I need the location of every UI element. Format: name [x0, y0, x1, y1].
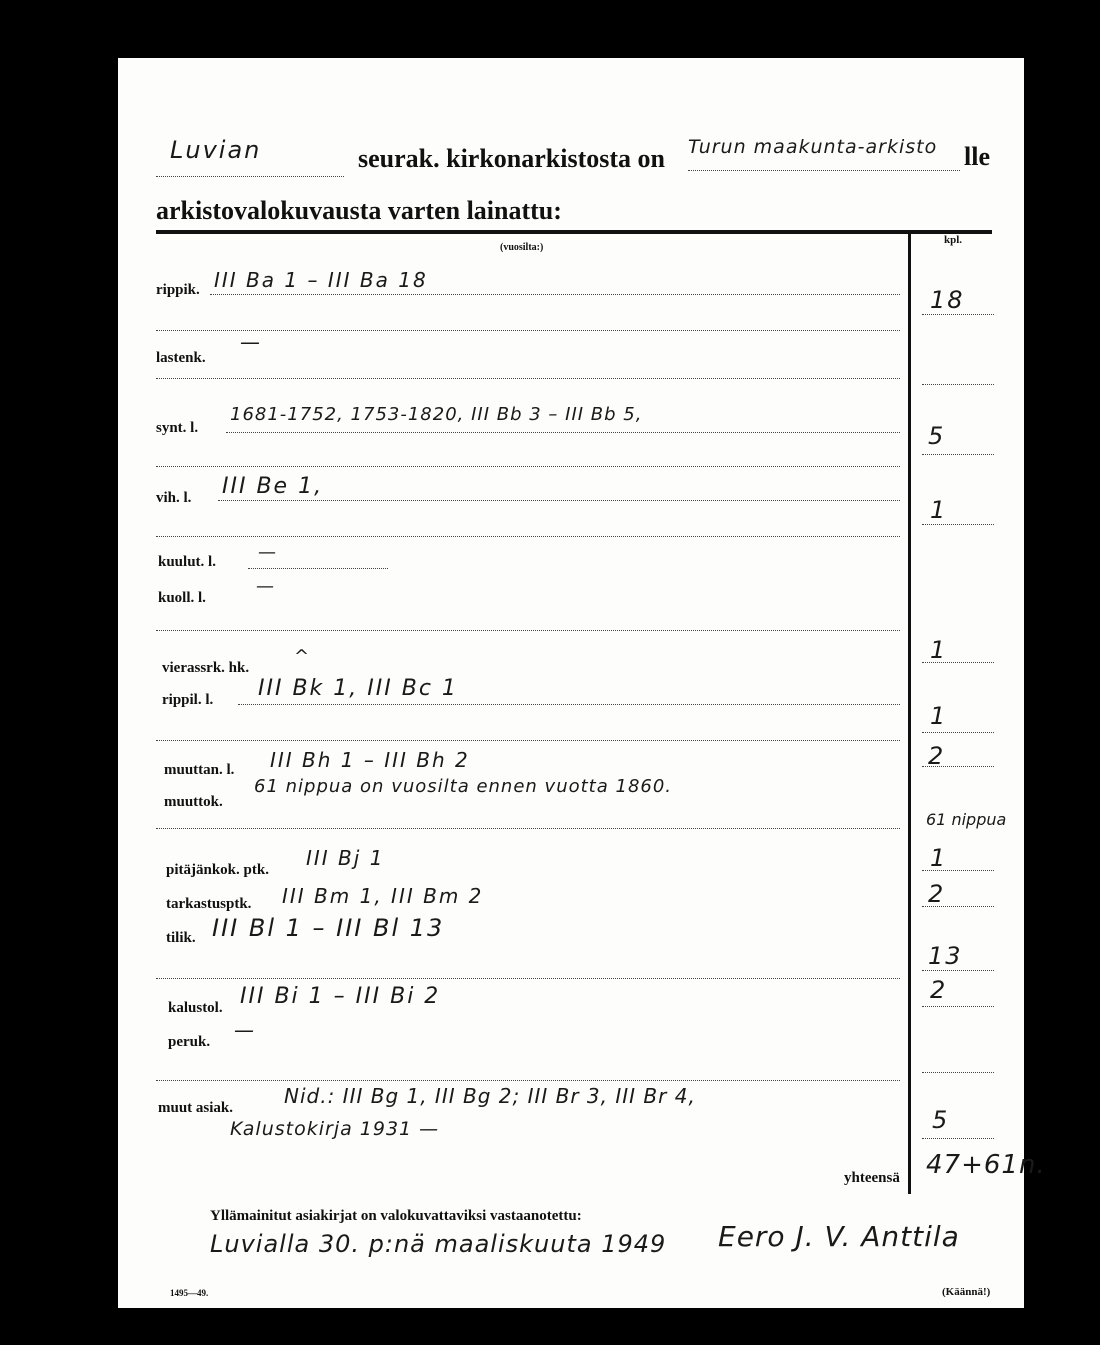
total-label: yhteensä — [844, 1170, 900, 1186]
peruk-value: — — [234, 1018, 256, 1042]
tilik-count: 13 — [928, 942, 963, 970]
rippil-count-line — [922, 732, 994, 733]
archive-dotted-line — [688, 170, 960, 171]
header-rule — [156, 230, 992, 234]
peruk-line — [156, 1080, 900, 1081]
tarkastusptk-value: III Bm 1, III Bm 2 — [282, 884, 484, 908]
muuttan-value: III Bh 1 – III Bh 2 — [270, 748, 470, 772]
tilik-label: tilik. — [166, 930, 196, 946]
rippik-count: 18 — [930, 286, 965, 314]
header-line1-text: seurak. kirkonarkistosta on — [358, 144, 665, 173]
rippik-line — [210, 294, 900, 295]
vih-count-line — [922, 524, 994, 525]
tilik-value: III Bl 1 – III Bl 13 — [212, 914, 445, 942]
rippil-line — [238, 704, 900, 705]
synt-label: synt. l. — [156, 420, 199, 436]
rippil-label: rippil. l. — [162, 692, 214, 708]
rippil-count: 1 — [930, 702, 948, 730]
lastenk-count-line — [922, 384, 994, 385]
muuttan-count-line — [922, 766, 994, 767]
rippik-value: III Ba 1 – III Ba 18 — [214, 268, 428, 292]
kalustol-label: kalustol. — [168, 1000, 223, 1016]
muut-count: 5 — [932, 1106, 950, 1134]
synt-line — [226, 432, 900, 433]
muuttok-count: 61 nippua — [926, 810, 1007, 829]
synt-value: 1681-1752, 1753-1820, III Bb 3 – III Bb 5, — [230, 404, 643, 425]
rippil-line-2 — [156, 740, 900, 741]
vierassrk-value: ^ — [294, 646, 312, 667]
total-value: 47+61n. — [926, 1150, 1046, 1180]
vierassrk-count: 1 — [930, 636, 948, 664]
kalustol-count: 2 — [930, 976, 948, 1004]
kalustol-value: III Bi 1 – III Bi 2 — [240, 984, 441, 1009]
muut-value-line2: Kalustokirja 1931 — — [230, 1118, 440, 1140]
rippik-line-2 — [156, 330, 900, 331]
muut-count-line — [922, 1138, 994, 1139]
synt-count: 5 — [928, 422, 946, 450]
kuulut-label: kuulut. l. — [158, 554, 216, 570]
rippik-count-line — [922, 314, 994, 315]
place-date: Luvialla 30. p:nä maaliskuuta 1949 — [210, 1230, 667, 1258]
years-heading: (vuosilta:) — [500, 242, 544, 253]
tilik-line — [156, 978, 900, 979]
print-code: 1495—49. — [170, 1288, 209, 1298]
tarkastusptk-count-line — [922, 906, 994, 907]
signature: Eero J. V. Anttila — [718, 1220, 960, 1253]
lastenk-value: — — [240, 330, 262, 354]
turn-note: (Käännä!) — [942, 1286, 991, 1298]
peruk-label: peruk. — [168, 1034, 211, 1050]
vih-label: vih. l. — [156, 490, 192, 506]
archive-name-handwritten: Turun maakunta-arkisto — [688, 136, 938, 158]
kuoll-value: — — [256, 576, 276, 597]
tilik-count-line — [922, 970, 994, 971]
kuulut-line — [248, 568, 388, 569]
rippil-value: III Bk 1, III Bc 1 — [258, 676, 458, 701]
header-line1-suffix: lle — [964, 142, 990, 171]
vih-line — [218, 500, 900, 501]
muuttok-label: muuttok. — [164, 794, 223, 810]
muuttok-line — [156, 828, 900, 829]
kuoll-line — [156, 630, 900, 631]
lastenk-line — [156, 378, 900, 379]
kalustol-count-line — [922, 1006, 994, 1007]
count-column-divider — [908, 234, 911, 1194]
parish-name-handwritten: Luvian — [170, 136, 262, 164]
tarkastusptk-count: 2 — [928, 880, 946, 908]
muut-value: Nid.: III Bg 1, III Bg 2; III Br 3, III Br 4, — [284, 1084, 696, 1108]
peruk-count-line — [922, 1072, 994, 1073]
header-line2-text: arkistovalokuvausta varten lainattu: — [156, 196, 562, 225]
kuoll-label: kuoll. l. — [158, 590, 206, 606]
kuulut-value: — — [258, 542, 278, 563]
muut-label: muut asiak. — [158, 1100, 234, 1116]
synt-count-line — [922, 454, 994, 455]
count-heading: kpl. — [944, 234, 963, 246]
receipt-text: Yllämainitut asiakirjat on valokuvattaviksi vastaanotettu: — [210, 1208, 582, 1224]
archive-loan-card — [118, 58, 1046, 1308]
muuttan-count: 2 — [928, 742, 946, 770]
rippik-label: rippik. — [156, 282, 200, 298]
muuttok-value: 61 nippua on vuosilta ennen vuotta 1860. — [254, 776, 673, 797]
pitajankok-label: pitäjänkok. ptk. — [166, 862, 269, 878]
lastenk-label: lastenk. — [156, 350, 206, 366]
vierassrk-count-line — [922, 662, 994, 663]
muuttan-label: muuttan. l. — [164, 762, 235, 778]
pitajankok-value: III Bj 1 — [306, 846, 385, 870]
pitajankok-count-line — [922, 870, 994, 871]
synt-line-2 — [156, 466, 900, 467]
vih-line-2 — [156, 536, 900, 537]
vih-count: 1 — [930, 496, 948, 524]
vih-value: III Be 1, — [222, 474, 324, 499]
pitajankok-count: 1 — [930, 844, 948, 872]
tarkastusptk-label: tarkastusptk. — [166, 896, 252, 912]
vierassrk-label: vierassrk. hk. — [162, 660, 250, 676]
parish-dotted-line — [156, 176, 344, 177]
